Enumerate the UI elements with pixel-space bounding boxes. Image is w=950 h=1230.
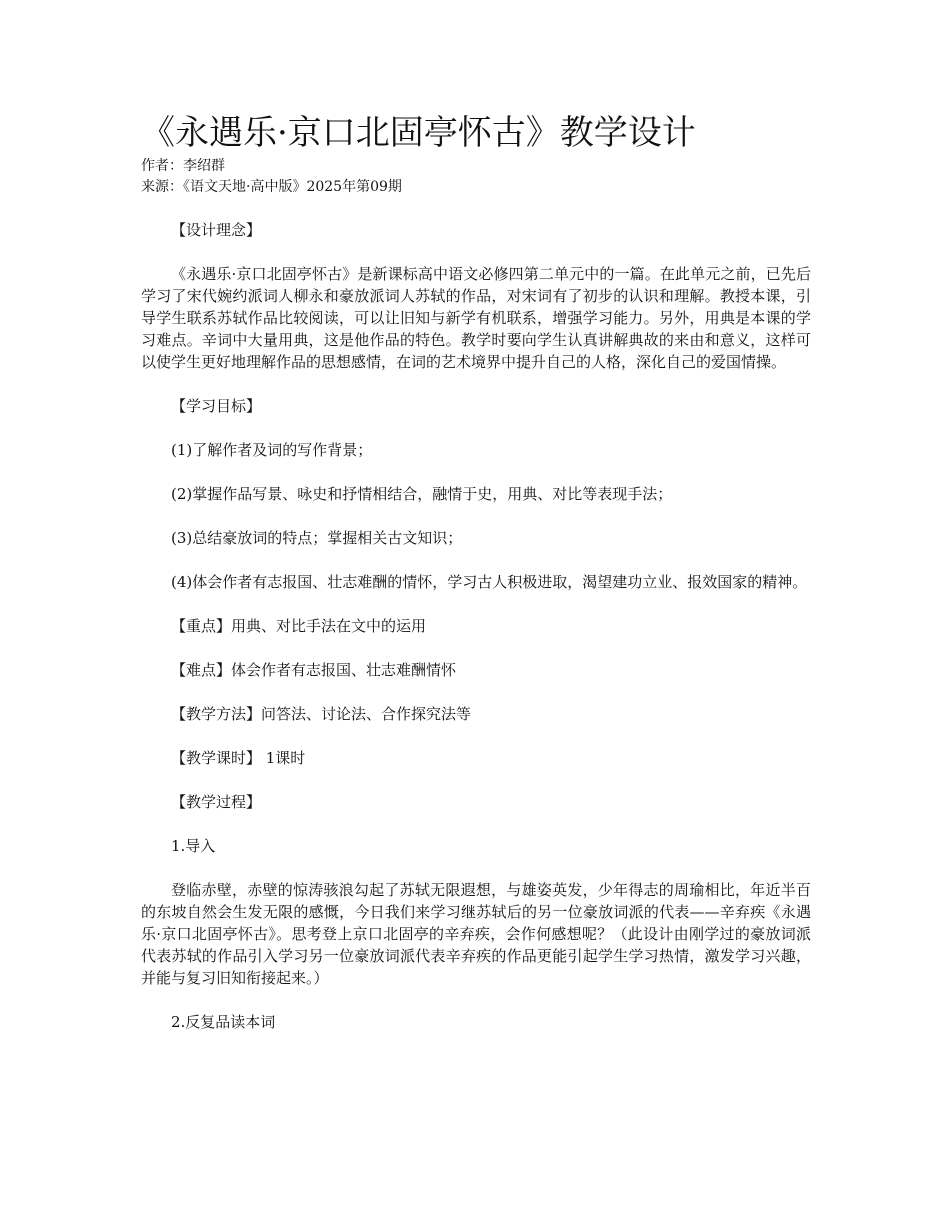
goal-item-4: (4)体会作者有志报国、壮志难酬的情怀，学习古人积极进取，渴望建功立业、报效国家的精神。 — [171, 573, 808, 591]
article-body — [141, 219, 811, 1033]
goal-item-2: (2)掌握作品写景、咏史和抒情相结合，融情于史，用典、对比等表现手法； — [171, 485, 673, 503]
section-heading-teaching-process: 【教学过程】 — [171, 793, 262, 811]
source-line: 来源：《语文天地·高中版》2025年第09期 — [141, 179, 402, 195]
goal-item-1: (1)了解作者及词的写作背景； — [171, 441, 373, 459]
page-title: 《永遇乐·京口北固亭怀古》教学设计 — [141, 113, 696, 153]
difficulty-line: 【难点】体会作者有志报国、壮志难酬情怀 — [171, 661, 457, 679]
author-line: 作者：李绍群 — [141, 158, 225, 174]
key-point-line: 【重点】用典、对比手法在文中的运用 — [171, 617, 427, 635]
step-heading-introduction: 1.导入 — [171, 837, 216, 855]
teaching-method-line: 【教学方法】问答法、讨论法、合作探究法等 — [171, 705, 472, 723]
class-hours-line: 【教学课时】 1课时 — [171, 749, 306, 767]
section-heading-design-concept: 【设计理念】 — [171, 221, 262, 239]
paragraph-introduction: 登临赤壁，赤壁的惊涛骇浪勾起了苏轼无限遐想，与雄姿英发，少年得志的周瑜相比，年近半百的东坡自然会生发无限的感慨，今日我们来学习继苏轼后的另一位豪放词派的代表——辛弃疾《永遇乐·京口北固亭怀古》。思考登上京口北固亭的辛弃疾，会作何感想呢？（此设计由刚学过的豪放词派代表苏轼的作品引入学习另一位豪放词派代表辛弃疾的作品更能引起学生学习热情，激发学习兴趣，并能与复习旧知衔接起来。） — [141, 881, 811, 987]
section-heading-learning-goals: 【学习目标】 — [171, 397, 262, 415]
goal-item-3: (3)总结豪放词的特点；掌握相关古文知识； — [171, 529, 463, 547]
step-heading-reading: 2.反复品读本词 — [171, 1013, 276, 1031]
paragraph-design-concept: 《永遇乐·京口北固亭怀古》是新课标高中语文必修四第二单元中的一篇。在此单元之前，已先后学习了宋代婉约派词人柳永和豪放派词人苏轼的作品，对宋词有了初步的认识和理解。教授本课，引导学生联系苏轼作品比较阅读，可以让旧知与新学有机联系，增强学习能力。另外，用典是本课的学习难点。辛词中大量用典，这是他作品的特色。教学时要向学生认真讲解典故的来由和意义，这样可以使学生更好地理解作品的思想感情，在词的艺术境界中提升自己的人格，深化自己的爱国情操。 — [141, 265, 811, 371]
